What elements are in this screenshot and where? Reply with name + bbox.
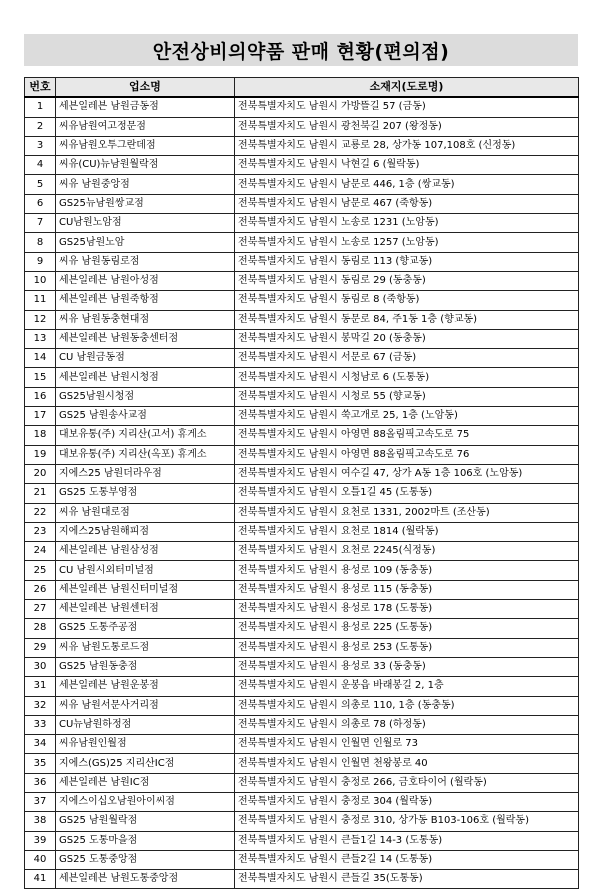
table-row [25, 522, 579, 541]
store-name: GS25 도통주공점 [56, 619, 235, 638]
store-address: 전북특별자치도 남원시 교룡로 28, 상가동 107,108호 (신정동) [235, 136, 579, 155]
store-address: 전북특별자치도 남원시 남문로 446, 1층 (쌍교동) [235, 175, 579, 194]
store-address: 전북특별자치도 남원시 동림로 29 (동충동) [235, 271, 579, 290]
table-row [25, 368, 579, 387]
row-number: 20 [25, 464, 56, 483]
store-name: 씨유 남원서문사거리점 [56, 696, 235, 715]
store-name: 세븐일레븐 남원도통중앙점 [56, 870, 235, 889]
row-number: 7 [25, 214, 56, 233]
store-name: 씨유 남원동림로점 [56, 252, 235, 271]
store-address: 전북특별자치도 남원시 남문로 467 (죽항동) [235, 194, 579, 213]
store-address: 전북특별자치도 남원시 인월면 천왕봉로 40 [235, 754, 579, 773]
store-address: 전북특별자치도 남원시 아영면 88올림픽고속도로 76 [235, 445, 579, 464]
store-address: 전북특별자치도 남원시 동림로 113 (향교동) [235, 252, 579, 271]
store-name: 세븐일레븐 남원IC점 [56, 773, 235, 792]
row-number: 35 [25, 754, 56, 773]
store-name: 세븐일레븐 남원시청점 [56, 368, 235, 387]
row-number: 28 [25, 619, 56, 638]
table-row [25, 542, 579, 561]
store-address: 전북특별자치도 남원시 동문로 84, 주1동 1층 (향교동) [235, 310, 579, 329]
store-address: 전북특별자치도 남원시 충정로 266, 금호타이어 (월락동) [235, 773, 579, 792]
table-row [25, 97, 579, 117]
store-name: CU뉴남원하정점 [56, 715, 235, 734]
header-row [25, 78, 579, 98]
table-header [25, 78, 579, 98]
table-row [25, 677, 579, 696]
table-row [25, 291, 579, 310]
store-name: 세븐일레븐 남원신터미널점 [56, 580, 235, 599]
header-address: 소재지(도로명) [235, 78, 579, 98]
store-name: 대보유통(주) 지리산(옥포) 휴게소 [56, 445, 235, 464]
table-row [25, 175, 579, 194]
table-row [25, 619, 579, 638]
store-address: 전북특별자치도 남원시 용성로 115 (동충동) [235, 580, 579, 599]
table-row [25, 252, 579, 271]
store-address: 전북특별자치도 남원시 요천로 1814 (월락동) [235, 522, 579, 541]
store-name: GS25 남원월락점 [56, 812, 235, 831]
store-name: CU 남원금동점 [56, 349, 235, 368]
row-number: 31 [25, 677, 56, 696]
table-row [25, 426, 579, 445]
row-number: 21 [25, 484, 56, 503]
document-title: 안전상비의약품 판매 현황(편의점) [24, 34, 578, 66]
row-number: 33 [25, 715, 56, 734]
store-address: 전북특별자치도 남원시 쑥고개로 25, 1층 (노암동) [235, 407, 579, 426]
row-number: 17 [25, 407, 56, 426]
row-number: 5 [25, 175, 56, 194]
table-row [25, 233, 579, 252]
table-row [25, 445, 579, 464]
store-name: 세븐일레븐 남원운봉점 [56, 677, 235, 696]
row-number: 24 [25, 542, 56, 561]
table-row [25, 271, 579, 290]
store-address: 전북특별자치도 남원시 광천북길 207 (왕정동) [235, 117, 579, 136]
store-name: CU남원노암점 [56, 214, 235, 233]
store-name: 씨유(CU)뉴남원월락점 [56, 156, 235, 175]
store-address: 전북특별자치도 남원시 시청로 55 (향교동) [235, 387, 579, 406]
row-number: 4 [25, 156, 56, 175]
store-address: 전북특별자치도 남원시 봉막길 20 (동충동) [235, 329, 579, 348]
row-number: 38 [25, 812, 56, 831]
store-name: 세븐일레븐 남원센터점 [56, 600, 235, 619]
table-row [25, 117, 579, 136]
row-number: 22 [25, 503, 56, 522]
table-row [25, 812, 579, 831]
table-row [25, 503, 579, 522]
store-name: GS25 도통중앙점 [56, 850, 235, 869]
row-number: 39 [25, 831, 56, 850]
table-row [25, 484, 579, 503]
store-address: 전북특별자치도 남원시 큰들1길 14-3 (도통동) [235, 831, 579, 850]
row-number: 27 [25, 600, 56, 619]
store-name: 지에스25 남원더라우점 [56, 464, 235, 483]
store-address: 전북특별자치도 남원시 노송로 1257 (노암동) [235, 233, 579, 252]
store-address: 전북특별자치도 남원시 용성로 253 (도통동) [235, 638, 579, 657]
table-row [25, 349, 579, 368]
store-address: 전북특별자치도 남원시 용성로 33 (동충동) [235, 657, 579, 676]
store-address: 전북특별자치도 남원시 노송로 1231 (노암동) [235, 214, 579, 233]
store-address: 전북특별자치도 남원시 오틀1길 45 (도통동) [235, 484, 579, 503]
row-number: 40 [25, 850, 56, 869]
store-name: 씨유 남원중앙점 [56, 175, 235, 194]
store-name: 지에스25남원해피점 [56, 522, 235, 541]
store-address: 전북특별자치도 남원시 서문로 67 (금동) [235, 349, 579, 368]
header-number: 번호 [25, 78, 56, 98]
table-row [25, 136, 579, 155]
row-number: 1 [25, 97, 56, 117]
store-address: 전북특별자치도 남원시 충정로 304 (월락동) [235, 792, 579, 811]
table-row [25, 870, 579, 889]
store-name: 세븐일레븐 남원삼성점 [56, 542, 235, 561]
row-number: 30 [25, 657, 56, 676]
table-row [25, 407, 579, 426]
store-name: GS25 남원동충점 [56, 657, 235, 676]
table-row [25, 600, 579, 619]
store-address: 전북특별자치도 남원시 요천로 2245(식정동) [235, 542, 579, 561]
table-row [25, 329, 579, 348]
row-number: 9 [25, 252, 56, 271]
row-number: 26 [25, 580, 56, 599]
store-name: 대보유통(주) 지리산(고서) 휴게소 [56, 426, 235, 445]
store-address: 전북특별자치도 남원시 인월면 인월로 73 [235, 735, 579, 754]
row-number: 37 [25, 792, 56, 811]
row-number: 12 [25, 310, 56, 329]
row-number: 15 [25, 368, 56, 387]
store-address: 전북특별자치도 남원시 아영면 88올림픽고속도로 75 [235, 426, 579, 445]
row-number: 19 [25, 445, 56, 464]
store-address: 전북특별자치도 남원시 큰들길 35(도통동) [235, 870, 579, 889]
table-row [25, 657, 579, 676]
table-row [25, 754, 579, 773]
store-name: GS25 도통마을점 [56, 831, 235, 850]
store-address: 전북특별자치도 남원시 충정로 310, 상가동 B103-106호 (월락동) [235, 812, 579, 831]
store-name: GS25뉴남원쌍교점 [56, 194, 235, 213]
table-body [25, 97, 579, 889]
store-address: 전북특별자치도 남원시 용성로 225 (도통동) [235, 619, 579, 638]
row-number: 29 [25, 638, 56, 657]
store-name: 씨유남원인월점 [56, 735, 235, 754]
store-name: GS25 도통부영점 [56, 484, 235, 503]
row-number: 8 [25, 233, 56, 252]
row-number: 13 [25, 329, 56, 348]
row-number: 25 [25, 561, 56, 580]
row-number: 10 [25, 271, 56, 290]
row-number: 18 [25, 426, 56, 445]
store-list-table [24, 77, 579, 889]
store-address: 전북특별자치도 남원시 용성로 178 (도통동) [235, 600, 579, 619]
row-number: 41 [25, 870, 56, 889]
row-number: 6 [25, 194, 56, 213]
store-name: 씨유 남원대로점 [56, 503, 235, 522]
table-row [25, 156, 579, 175]
row-number: 36 [25, 773, 56, 792]
table-row [25, 580, 579, 599]
store-address: 전북특별자치도 남원시 큰들2길 14 (도통동) [235, 850, 579, 869]
store-name: 씨유 남원동충현대점 [56, 310, 235, 329]
store-address: 전북특별자치도 남원시 가방뜰길 57 (금동) [235, 97, 579, 117]
row-number: 32 [25, 696, 56, 715]
table-row [25, 792, 579, 811]
table-row [25, 387, 579, 406]
store-name: 세븐일레븐 남원금동점 [56, 97, 235, 117]
store-name: 지에스(GS)25 지리산IC점 [56, 754, 235, 773]
store-address: 전북특별자치도 남원시 동림로 8 (죽항동) [235, 291, 579, 310]
table-row [25, 715, 579, 734]
store-address: 전북특별자치도 남원시 운봉읍 바래봉길 2, 1층 [235, 677, 579, 696]
store-address: 전북특별자치도 남원시 낙현길 6 (월락동) [235, 156, 579, 175]
table-row [25, 561, 579, 580]
store-name: GS25남원시청점 [56, 387, 235, 406]
row-number: 14 [25, 349, 56, 368]
table-row [25, 831, 579, 850]
store-name: 세븐일레븐 남원아성점 [56, 271, 235, 290]
row-number: 3 [25, 136, 56, 155]
store-address: 전북특별자치도 남원시 여수길 47, 상가 A동 1층 106호 (노암동) [235, 464, 579, 483]
row-number: 23 [25, 522, 56, 541]
table-row [25, 194, 579, 213]
store-address: 전북특별자치도 남원시 용성로 109 (동충동) [235, 561, 579, 580]
store-name: GS25남원노암 [56, 233, 235, 252]
store-name: 세븐일레븐 남원동충센터점 [56, 329, 235, 348]
store-name: CU 남원시외터미널점 [56, 561, 235, 580]
store-address: 전북특별자치도 남원시 의총로 78 (하정동) [235, 715, 579, 734]
store-address: 전북특별자치도 남원시 시청남로 6 (도통동) [235, 368, 579, 387]
store-name: GS25 남원송사교점 [56, 407, 235, 426]
table-row [25, 464, 579, 483]
row-number: 34 [25, 735, 56, 754]
store-name: 씨유남원여고정문점 [56, 117, 235, 136]
store-address: 전북특별자치도 남원시 의총로 110, 1층 (동충동) [235, 696, 579, 715]
header-store-name: 업소명 [56, 78, 235, 98]
table-row [25, 773, 579, 792]
table-row [25, 696, 579, 715]
row-number: 16 [25, 387, 56, 406]
store-name: 씨유 남원도통로드점 [56, 638, 235, 657]
row-number: 11 [25, 291, 56, 310]
store-name: 세븐일레븐 남원죽항점 [56, 291, 235, 310]
store-name: 지에스이십오남원아이씨점 [56, 792, 235, 811]
store-address: 전북특별자치도 남원시 요천로 1331, 2002마트 (조산동) [235, 503, 579, 522]
table-row [25, 850, 579, 869]
table-row [25, 638, 579, 657]
table-row [25, 735, 579, 754]
store-name: 씨유남원오투그란데점 [56, 136, 235, 155]
table-row [25, 310, 579, 329]
table-row [25, 214, 579, 233]
row-number: 2 [25, 117, 56, 136]
